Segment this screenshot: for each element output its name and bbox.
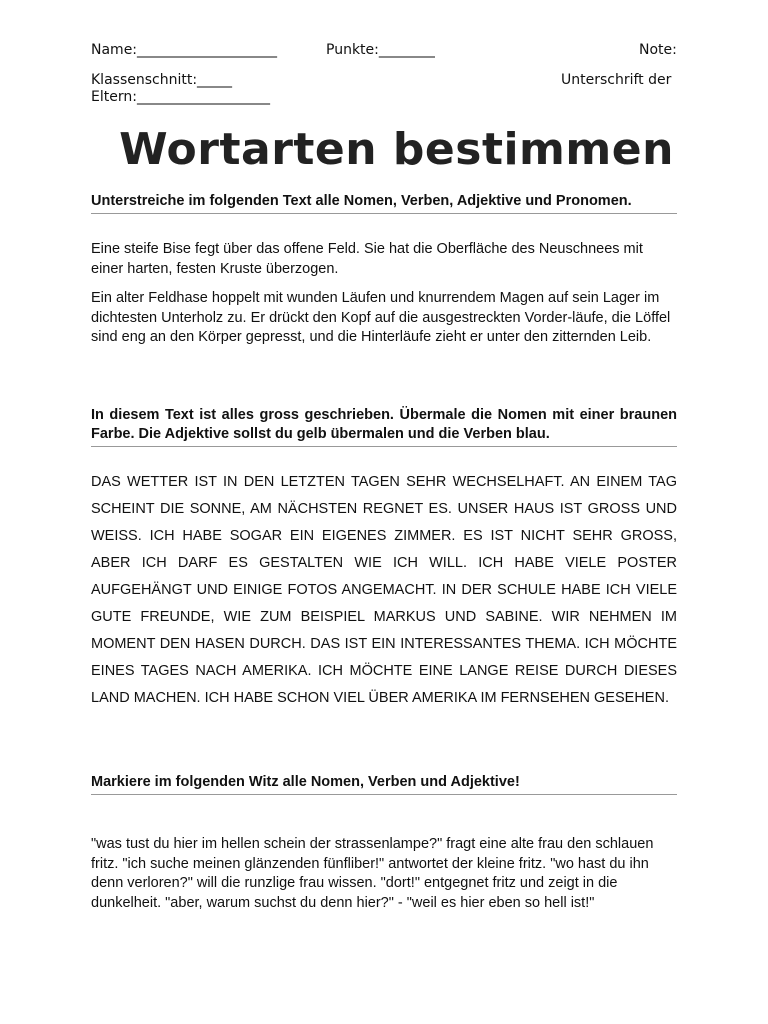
task3-joke-text: "was tust du hier im hellen schein der strassenlampe?" fragt eine alte frau den schlauen fritz. "ich suche meinen glänzenden fünfliber!" antwortet der kleine fritz. "wo hast du ihn denn verloren?" will die runzlige frau wissen. "dort!" entgegnet fritz und zeigt in die dunkelheit. "aber, warum suchst du denn hier?" - "weil es hier eben so hell ist!" xyxy=(91,836,654,911)
page-title: Wortarten bestimmen xyxy=(119,124,674,175)
task1-paragraph-1: Eine steife Bise fegt über das offene Feld. Sie hat die Oberfläche des Neuschnees mit einer harten, festen Kruste überzogen. xyxy=(91,241,643,277)
punkte-field-label: Punkte:________ xyxy=(326,42,435,58)
task2-instruction: In diesem Text ist alles gross geschrieben. Übermale die Nomen mit einer braunen Farbe. Die Adjektive sollst du gelb übermalen und die Verben blau. xyxy=(91,406,677,447)
unterschrift-field-label: Unterschrift der xyxy=(561,72,672,88)
note-field-label: Note: xyxy=(639,42,677,58)
task1-instruction: Unterstreiche im folgenden Text alle Nomen, Verben, Adjektive und Pronomen. xyxy=(91,192,677,214)
task3-instruction: Markiere im folgenden Witz alle Nomen, Verben und Adjektive! xyxy=(91,773,677,795)
task2-uppercase-text: DAS WETTER IST IN DEN LETZTEN TAGEN SEHR WECHSELHAFT. AN EINEM TAG SCHEINT DIE SONNE, AM NÄCHSTEN REGNET ES. UNSER HAUS IST GROSS UND WEISS. ICH HABE SOGAR EIN EIGENES ZIMMER. ES IST NICHT SEHR GROSS, ABER ICH DARF ES GESTALTEN WIE ICH WILL. ICH HABE VIELE POSTER AUFGEHÄNGT UND EINIGE FOTOS ANGEMACHT. IN DER SCHULE HABE ICH VIELE GUTE FREUNDE, WIE ZUM BEISPIEL MARKUS UND SABINE. WIR NEHMEN IM MOMENT DEN HASEN DURCH. DAS IST EIN INTERESSANTES THEMA. ICH MÖCHTE EINES TAGES NACH AMERIKA. ICH MÖCHTE EINE LANGE REISE DURCH DIESES LAND MACHEN. ICH HABE SCHON VIEL ÜBER AMERIKA IM FERNSEHEN GESEHEN. xyxy=(91,474,677,706)
klassenschnitt-field-label: Klassenschnitt:_____ xyxy=(91,72,233,88)
eltern-field-label: Eltern:___________________ xyxy=(91,89,270,105)
name-field-label: Name:____________________ xyxy=(91,42,278,58)
task1-paragraph-2: Ein alter Feldhase hoppelt mit wunden Läufen und knurrendem Magen auf sein Lager im dichtesten Unterholz zu. Er drückt den Kopf auf die ausgestreckten Vorder-läufe, die Löffel sind eng an den Körper gepresst, und die Hinterläufe zieht er unter den zitternden Leib. xyxy=(91,290,671,345)
